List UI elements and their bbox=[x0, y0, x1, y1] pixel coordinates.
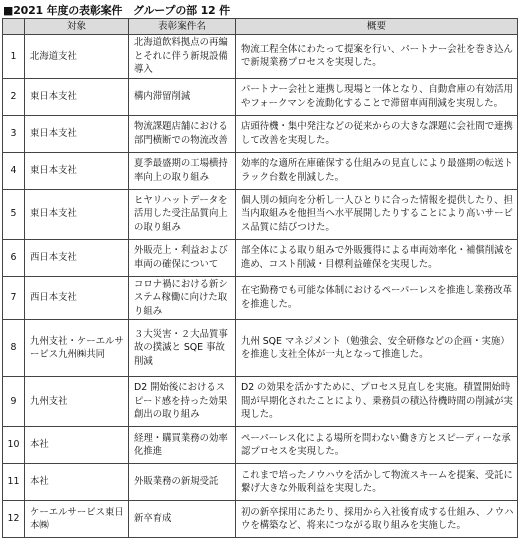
table-row bbox=[3, 239, 518, 276]
row-target: 東日本支社 bbox=[25, 152, 129, 189]
row-case-name: 構内滞留削減 bbox=[129, 78, 236, 115]
row-target: ケーエルサービス東日本㈱ bbox=[25, 501, 129, 538]
table-row bbox=[3, 377, 518, 427]
row-number: 12 bbox=[3, 501, 25, 538]
row-number: 4 bbox=[3, 152, 25, 189]
row-case-name: コロナ禍における新システム稼働に向けた取り組み bbox=[129, 276, 236, 320]
row-overview: 九州 SQE マネジメント（勉強会、安全研修などの企画・実施）を推進し支社全体が一丸となって推進した。 bbox=[236, 320, 518, 377]
table-row bbox=[3, 501, 518, 538]
row-number: 3 bbox=[3, 115, 25, 152]
row-number: 9 bbox=[3, 377, 25, 427]
row-target: 本社 bbox=[25, 464, 129, 501]
table-row bbox=[3, 276, 518, 320]
table-row bbox=[3, 35, 518, 79]
row-target: 九州支社 bbox=[25, 377, 129, 427]
header-number bbox=[3, 19, 25, 35]
row-case-name: 経理・購買業務の効率化推進 bbox=[129, 427, 236, 464]
row-case-name: 北海道飲料拠点の再編とそれに伴う新規設備導入 bbox=[129, 35, 236, 79]
row-number: 6 bbox=[3, 239, 25, 276]
header-target: 対象 bbox=[25, 19, 129, 35]
row-number: 11 bbox=[3, 464, 25, 501]
page-title: ■2021 年度の表彰案件 グループの部 12 件 bbox=[3, 4, 230, 17]
row-overview: 物流工程全体にわたって提案を行い、パートナー会社を巻き込んで新規業務プロセスを実現した。 bbox=[236, 35, 518, 79]
row-target: 東日本支社 bbox=[25, 78, 129, 115]
table-row bbox=[3, 189, 518, 239]
row-case-name: ヒヤリハットデータを活用した受注品質向上の取り組み bbox=[129, 189, 236, 239]
row-case-name: ３大災害・２大品質事故の撲滅と SQE 事故削減 bbox=[129, 320, 236, 377]
header-overview: 概要 bbox=[236, 19, 518, 35]
row-overview: 店頭待機・集中発注などの従来からの大きな課題に会社間で連携して改善を実現した。 bbox=[236, 115, 518, 152]
row-overview: 在宅勤務でも可能な体制におけるペーパーレスを推進し業務改革を推進した。 bbox=[236, 276, 518, 320]
row-overview: 効率的な適所在庫確保する仕組みの見直しにより最盛期の転送トラック台数を削減した。 bbox=[236, 152, 518, 189]
row-overview: 初の新卒採用にあたり、採用から入社後育成する仕組み、ノウハウを構築など、将来につながる取り組みを実施した。 bbox=[236, 501, 518, 538]
table-row bbox=[3, 320, 518, 377]
row-target: 東日本支社 bbox=[25, 189, 129, 239]
table-row bbox=[3, 427, 518, 464]
table-row bbox=[3, 78, 518, 115]
row-number: 10 bbox=[3, 427, 25, 464]
row-overview: 部全体による取り組みで外販獲得による車両効率化・補償削減を進め、コスト削減・目標利益確保を実現した。 bbox=[236, 239, 518, 276]
row-overview: ペーパーレス化による場所を問わない働き方とスピーディーな承認プロセスを実現した。 bbox=[236, 427, 518, 464]
row-overview: D2 の効果を活かすために、プロセス見直しを実施。積置開始時間が早期化されたことにより、乗務員の積込待機時間の削減が実現した。 bbox=[236, 377, 518, 427]
row-overview: これまで培ったノウハウを活かして物流スキームを提案、受託に繋げ大きな外販利益を実現した。 bbox=[236, 464, 518, 501]
header-case-name: 表彰案件名 bbox=[129, 19, 236, 35]
row-target: 北海道支社 bbox=[25, 35, 129, 79]
row-target: 本社 bbox=[25, 427, 129, 464]
table-row bbox=[3, 115, 518, 152]
row-target: 東日本支社 bbox=[25, 115, 129, 152]
row-target: 西日本支社 bbox=[25, 239, 129, 276]
row-overview: パートナー会社と連携し現場と一体となり、自動倉庫の有効活用やフォークマンを流動化することで滞留車両削減を実現した。 bbox=[236, 78, 518, 115]
row-target: 西日本支社 bbox=[25, 276, 129, 320]
row-number: 8 bbox=[3, 320, 25, 377]
row-target: 九州支社・ケーエルサービス九州㈱共同 bbox=[25, 320, 129, 377]
award-table bbox=[2, 18, 518, 538]
row-number: 2 bbox=[3, 78, 25, 115]
row-overview: 個人別の傾向を分析し一人ひとりに合った情報を提供したり、担当内取組みを他担当へ水平展開したりすることにより高いサービス品質に結びつけた。 bbox=[236, 189, 518, 239]
row-case-name: D2 開始後におけるスピード感を持った効果創出の取り組み bbox=[129, 377, 236, 427]
row-case-name: 外販業務の新規受託 bbox=[129, 464, 236, 501]
row-number: 7 bbox=[3, 276, 25, 320]
table-header-row bbox=[3, 19, 518, 35]
row-case-name: 新卒育成 bbox=[129, 501, 236, 538]
row-case-name: 物流課題店舗における部門横断での物流改善 bbox=[129, 115, 236, 152]
row-case-name: 外販売上・利益および車両の確保について bbox=[129, 239, 236, 276]
row-number: 1 bbox=[3, 35, 25, 79]
row-number: 5 bbox=[3, 189, 25, 239]
table-row bbox=[3, 152, 518, 189]
table-row bbox=[3, 464, 518, 501]
row-case-name: 夏季最盛期の工場横持率向上の取り組み bbox=[129, 152, 236, 189]
